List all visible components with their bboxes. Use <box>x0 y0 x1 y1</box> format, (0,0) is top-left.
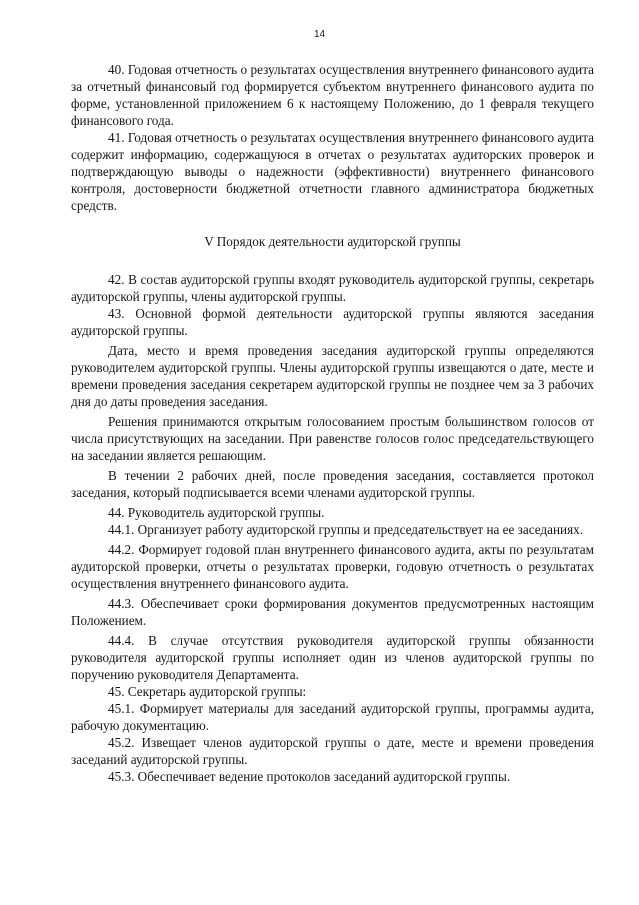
page-content <box>71 61 594 785</box>
paragraph-44: 44. Руководитель аудиторской группы. <box>108 505 325 520</box>
paragraph-45-2: 45.2. Извещает членов аудиторской группы о дате, месте и времени проведения заседаний аудиторской группы. <box>71 735 594 767</box>
paragraph-42: 42. В состав аудиторской группы входят руководитель аудиторской группы, секретарь аудиторской группы, члены аудиторской группы. <box>71 272 594 304</box>
paragraph-meeting-date: Дата, место и время проведения заседания аудиторской группы определяются руководителем аудиторской группы. Члены аудиторской группы извещаются о дате, месте и времени проведения заседания секретарем аудиторской группы не позднее чем за 3 рабочих дня до даты проведения заседания. <box>71 343 594 409</box>
paragraph-45-1: 45.1. Формирует материалы для заседаний аудиторской группы, программы аудита, рабочую документацию. <box>71 701 594 733</box>
paragraph-45: 45. Секретарь аудиторской группы: <box>108 684 307 699</box>
paragraph-45-3: 45.3. Обеспечивает ведение протоколов заседаний аудиторской группы. <box>108 769 511 784</box>
page-number: 14 <box>313 29 326 40</box>
paragraph-41: 41. Годовая отчетность о результатах осуществления внутреннего финансового аудита содержит информацию, содержащуюся в отчетах о результатах аудиторских проверок и подтверждающую выводы о надежности (эффективности) внутреннего финансового контроля, достоверности бюджетной отчетности главного администратора бюджетных средств. <box>71 130 594 213</box>
section-title: V Порядок деятельности аудиторской группы <box>204 234 461 249</box>
paragraph-43: 43. Основной формой деятельности аудиторской группы являются заседания аудиторской группы. <box>71 306 594 338</box>
paragraph-protocol: В течении 2 рабочих дней, после проведения заседания, составляется протокол заседания, который подписывается всеми членами аудиторской группы. <box>71 468 594 500</box>
paragraph-decisions: Решения принимаются открытым голосованием простым большинством голосов от числа присутствующих на заседании. При равенстве голосов голос председательствующего на заседании является решающим. <box>71 414 594 463</box>
paragraph-44-4: 44.4. В случае отсутствия руководителя аудиторской группы обязанности руководителя аудиторской группы исполняет один из членов аудиторской группы по поручению руководителя Департамента. <box>71 633 594 682</box>
paragraph-44-3: 44.3. Обеспечивает сроки формирования документов предусмотренных настоящим Положением. <box>71 596 594 628</box>
paragraph-44-1: 44.1. Организует работу аудиторской группы и председательствует на ее заседаниях. <box>108 522 584 537</box>
paragraph-40: 40. Годовая отчетность о результатах осуществления внутреннего финансового аудита за отчетный финансовый год формируется субъектом внутреннего финансового аудита по форме, установленной приложением 6 к настоящему Положению, до 1 февраля текущего финансового года. <box>71 62 594 128</box>
paragraph-44-2: 44.2. Формирует годовой план внутреннего финансового аудита, акты по результатам аудиторской проверки, отчеты о результатах проверки, годовую отчетность о результатах осуществления внутреннего финансового аудита. <box>71 542 594 591</box>
